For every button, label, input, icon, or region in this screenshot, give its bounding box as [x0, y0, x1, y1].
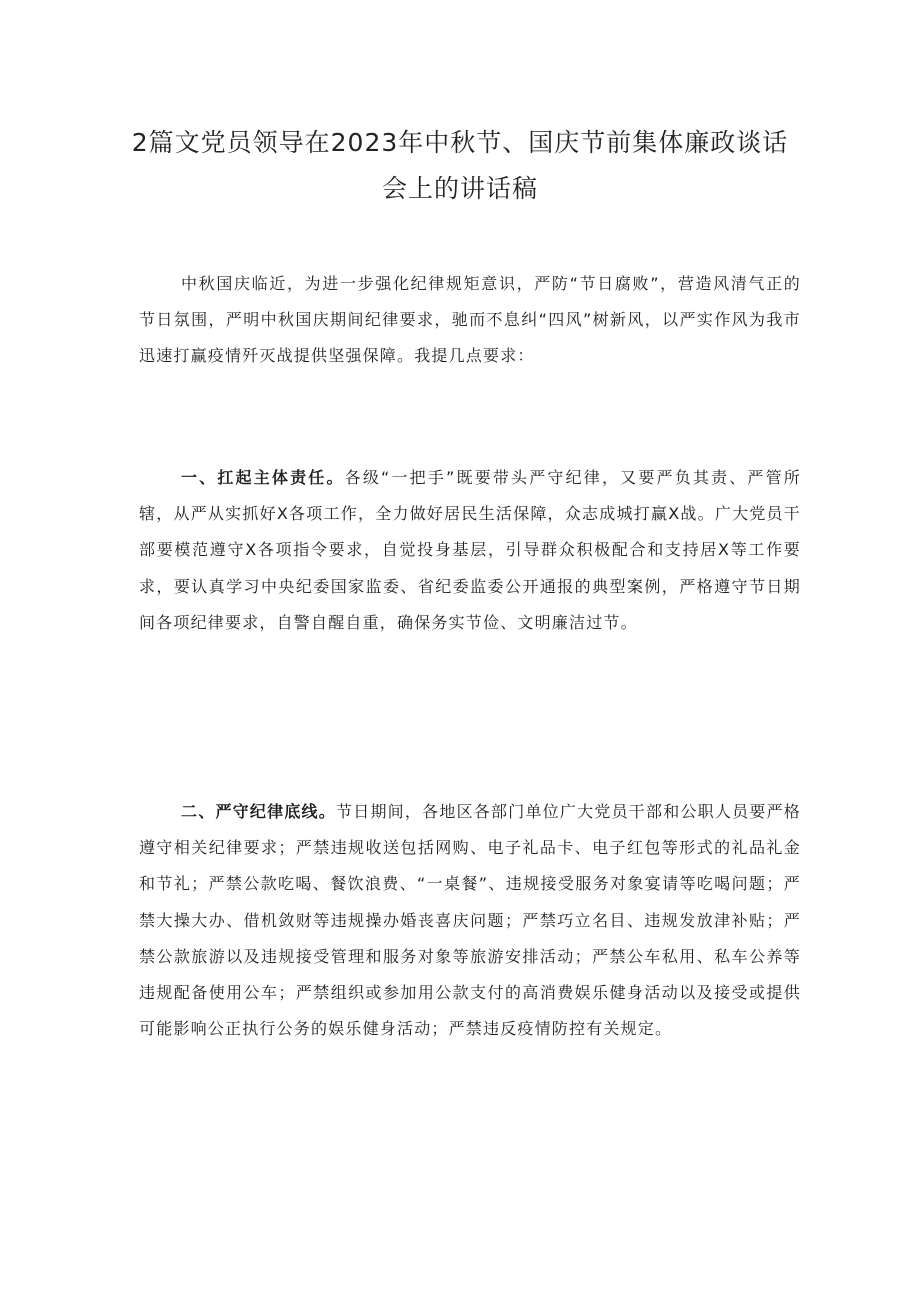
page-title: 2篇文党员领导在2023年中秋节、国庆节前集体廉政谈话会上的讲话稿: [131, 128, 789, 203]
section-one-heading: 一、扛起主体责任。: [181, 468, 345, 487]
intro-paragraph: 中秋国庆临近，为进一步强化纪律规矩意识，严防“节日腐败”，营造风清气正的节日氛围，严明中秋国庆期间纪律要求，驰而不息纠“四风”树新风，以严实作风为我市迅速打赢疫情歼灭战提供坚强保障。我提几点要求：: [139, 274, 801, 366]
section-one-paragraph: [139, 460, 801, 641]
section-two-heading: 二、严守纪律底线。: [181, 802, 337, 821]
section-two-paragraph: [139, 794, 801, 1047]
section-one-body: 各级“一把手”既要带头严守纪律，又要严负其责、严管所辖，从严从实抓好X各项工作，全力做好居民生活保障，众志成城打赢X战。广大党员干部要模范遵守X各项指令要求，自觉投身基层，引导群众积极配合和支持居X等工作要求，要认真学习中央纪委国家监委、省纪委监委公开通报的典型案例，严格遵守节日期间各项纪律要求，自警自醒自重，确保务实节俭、文明廉洁过节。: [139, 468, 801, 632]
section-two-body: 节日期间，各地区各部门单位广大党员干部和公职人员要严格遵守相关纪律要求；严禁违规收送包括网购、电子礼品卡、电子红包等形式的礼品礼金和节礼；严禁公款吃喝、餐饮浪费、“一桌餐”、违规接受服务对象宴请等吃喝问题；严禁大操大办、借机敛财等违规操办婚丧喜庆问题；严禁巧立名目、违规发放津补贴；严禁公款旅游以及违规接受管理和服务对象等旅游安排活动；严禁公车私用、私车公养等违规配备使用公车；严禁组织或参加用公款支付的高消费娱乐健身活动以及接受或提供可能影响公正执行公务的娱乐健身活动；严禁违反疫情防控有关规定。: [139, 802, 801, 1039]
